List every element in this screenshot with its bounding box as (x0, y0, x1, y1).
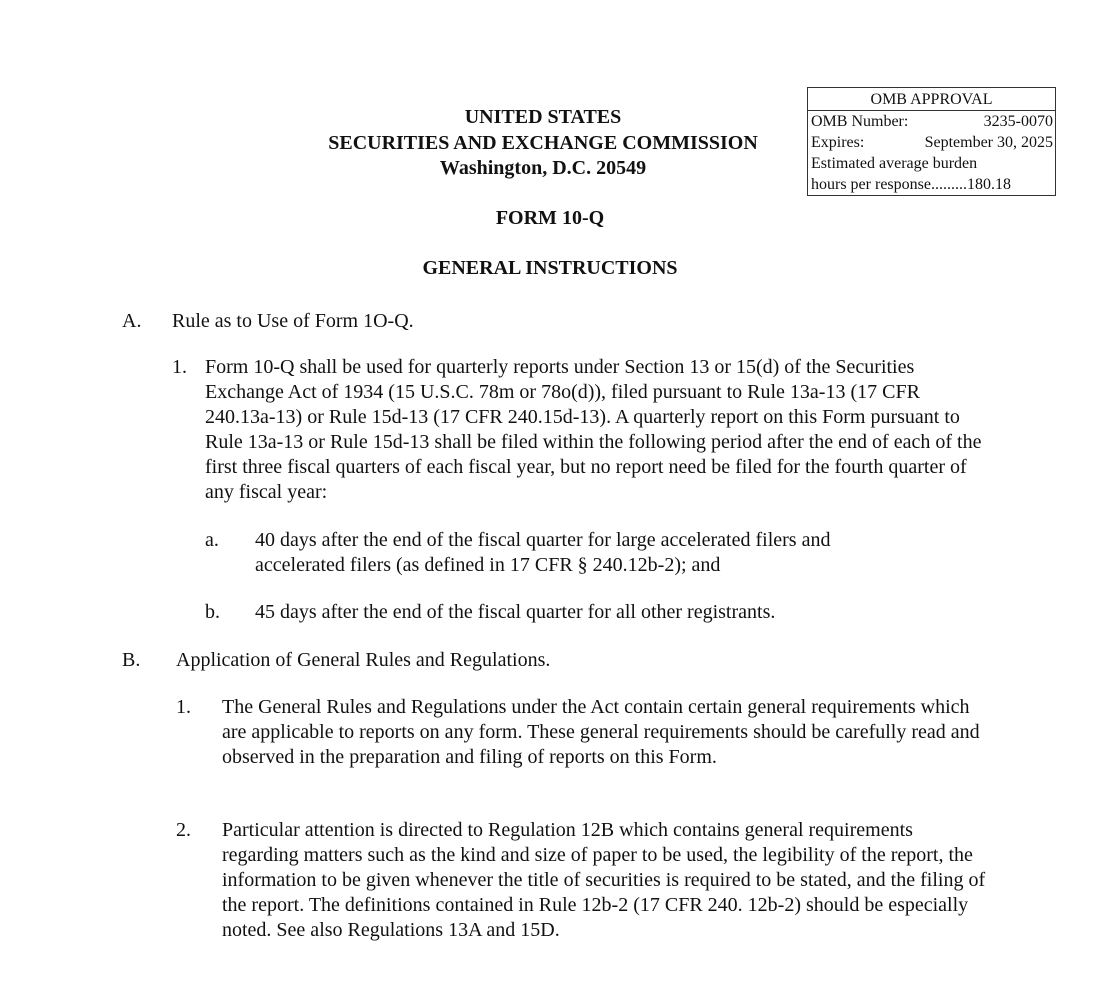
omb-burden-dots: ......... (930, 176, 967, 193)
omb-number-label: OMB Number: (811, 113, 909, 130)
omb-title: OMB APPROVAL (808, 88, 1055, 111)
section-b-item2-marker: 2. (176, 819, 191, 841)
section-b-item2-text: Particular attention is directed to Regulation 12B which contains general requirements regarding matters such as the kind and size of paper to be used, the legibility of the report, the information to be given whenever the title of securities is required to be stated, and the filing of the report. The definitions contained in Rule 12b-2 (17 CFR 240. 12b-2) should be especially noted. See also Regulations 13A and 15D. (222, 819, 986, 941)
section-a-heading: Rule as to Use of Form 1O-Q. (172, 310, 414, 332)
section-b-marker: B. (122, 649, 141, 671)
section-b-item1-text: The General Rules and Regulations under the Act contain certain general requirements which are applicable to reports on any form. These general requirements should be carefully read and observed in the preparation and filing of reports on this Form. (222, 696, 980, 768)
header-country: UNITED STATES (464, 106, 622, 128)
omb-number-row (811, 111, 1053, 132)
omb-burden-value: 180.18 (966, 176, 1011, 193)
section-a-sub-a-marker: a. (205, 529, 219, 551)
omb-burden-row-1 (811, 153, 1053, 174)
section-a-sub-a-text: 40 days after the end of the fiscal quarter for large accelerated filers and accelerated filers (as defined in 17 CFR § 240.12b-2); and (255, 529, 831, 576)
header-agency: SECURITIES AND EXCHANGE COMMISSION (328, 132, 758, 154)
section-a-sub-b-marker: b. (205, 601, 220, 623)
omb-burden-line1: Estimated average burden (811, 155, 978, 172)
section-a-item1-marker: 1. (172, 356, 187, 378)
omb-number-value: 3235-0070 (983, 113, 1053, 130)
section-b-heading: Application of General Rules and Regulations. (176, 649, 551, 671)
omb-burden-label: hours per response (811, 176, 931, 193)
general-instructions-title: GENERAL INSTRUCTIONS (422, 257, 678, 279)
omb-body (808, 111, 1055, 195)
section-b-item1-marker: 1. (176, 696, 191, 718)
form-title: FORM 10-Q (495, 207, 605, 229)
omb-approval-box (807, 87, 1056, 196)
section-a-sub-b-text: 45 days after the end of the fiscal quarter for all other registrants. (255, 601, 776, 623)
omb-expires-value: September 30, 2025 (924, 134, 1053, 151)
omb-expires-row (811, 132, 1053, 153)
omb-burden-row-2 (811, 174, 1053, 195)
header-address: Washington, D.C. 20549 (439, 157, 647, 179)
omb-expires-label: Expires: (811, 134, 865, 151)
section-a-marker: A. (122, 310, 142, 332)
section-a-item1-text: Form 10-Q shall be used for quarterly reports under Section 13 or 15(d) of the Securities Exchange Act of 1934 (15 U.S.C. 78m or 78o(d)), filed pursuant to Rule 13a-13 (17 CFR 240.13a-13) or Rule 15d-13 (17 CFR 240.15d-13). A quarterly report on this Form pursuant to Rule 13a-13 or Rule 15d-13 shall be filed within the following period after the end of each of the first three fiscal quarters of each fiscal year, but no report need be filed for the fourth quarter of any fiscal year: (205, 356, 982, 503)
